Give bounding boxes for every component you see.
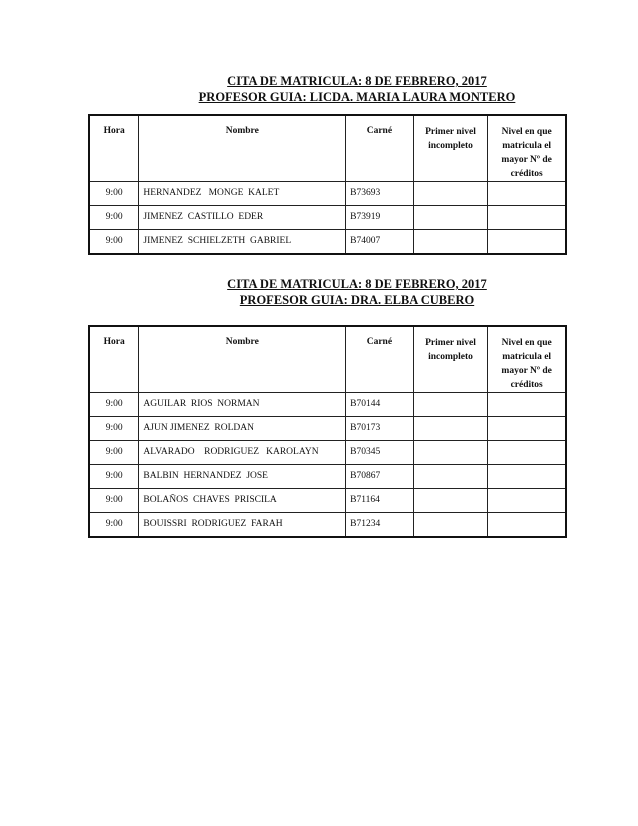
- cell-nombre: BOUISSRI RODRIGUEZ FARAH: [139, 513, 346, 538]
- cell-nombre: JIMENEZ CASTILLO EDER: [139, 206, 346, 230]
- column-header-nombre: Nombre: [139, 115, 346, 182]
- table-row: [89, 441, 566, 465]
- cell-primer-nivel: [413, 182, 488, 206]
- column-header-nivel: Nivel en que matricula el mayor Nº de créditos: [488, 115, 566, 182]
- cell-nivel: [488, 417, 566, 441]
- cell-primer-nivel: [413, 441, 488, 465]
- cell-nombre: AJUN JIMENEZ ROLDAN: [139, 417, 346, 441]
- cell-nivel: [488, 489, 566, 513]
- column-header-carne: Carné: [346, 326, 414, 393]
- cell-nivel: [488, 206, 566, 230]
- column-header-hora: Hora: [89, 326, 139, 393]
- cell-hora: 9:00: [89, 230, 139, 255]
- cell-nivel: [488, 230, 566, 255]
- table-row: [89, 513, 566, 538]
- cell-nombre: ALVARADO RODRIGUEZ KAROLAYN: [139, 441, 346, 465]
- section-1-title: CITA DE MATRICULA: 8 DE FEBRERO, 2017: [227, 74, 487, 88]
- table-row: [89, 465, 566, 489]
- cell-carne: B73919: [346, 206, 414, 230]
- cell-carne: B70345: [346, 441, 414, 465]
- cell-nivel: [488, 441, 566, 465]
- section-1-header: [38, 73, 638, 105]
- cell-hora: 9:00: [89, 417, 139, 441]
- cell-primer-nivel: [413, 489, 488, 513]
- cell-nivel: [488, 465, 566, 489]
- table-row: [89, 230, 566, 255]
- column-header-nivel: Nivel en que matricula el mayor Nº de créditos: [488, 326, 566, 393]
- table-row: [89, 206, 566, 230]
- cell-nivel: [488, 513, 566, 538]
- cell-carne: B70173: [346, 417, 414, 441]
- cell-nivel: [488, 182, 566, 206]
- cell-hora: 9:00: [89, 206, 139, 230]
- column-header-nombre: Nombre: [139, 326, 346, 393]
- column-header-hora: Hora: [89, 115, 139, 182]
- cell-hora: 9:00: [89, 441, 139, 465]
- cell-primer-nivel: [413, 417, 488, 441]
- cell-carne: B74007: [346, 230, 414, 255]
- cell-hora: 9:00: [89, 182, 139, 206]
- cell-nombre: BOLAÑOS CHAVES PRISCILA: [139, 489, 346, 513]
- cell-nombre: BALBIN HERNANDEZ JOSE: [139, 465, 346, 489]
- section-2-header: [38, 276, 638, 308]
- section-2-title: CITA DE MATRICULA: 8 DE FEBRERO, 2017: [227, 277, 487, 291]
- column-header-primer-nivel: Primer nivel incompleto: [413, 326, 488, 393]
- cell-nombre: AGUILAR RIOS NORMAN: [139, 393, 346, 417]
- cell-carne: B70144: [346, 393, 414, 417]
- cell-primer-nivel: [413, 230, 488, 255]
- cell-hora: 9:00: [89, 393, 139, 417]
- cell-primer-nivel: [413, 465, 488, 489]
- column-header-carne: Carné: [346, 115, 414, 182]
- column-header-primer-nivel: Primer nivel incompleto: [413, 115, 488, 182]
- cell-carne: B71234: [346, 513, 414, 538]
- cell-primer-nivel: [413, 206, 488, 230]
- cell-hora: 9:00: [89, 513, 139, 538]
- table-row: [89, 489, 566, 513]
- table-header-row: [89, 326, 566, 393]
- section-1-table: [88, 114, 567, 255]
- cell-hora: 9:00: [89, 489, 139, 513]
- cell-carne: B70867: [346, 465, 414, 489]
- cell-nombre: JIMENEZ SCHIELZETH GABRIEL: [139, 230, 346, 255]
- cell-carne: B73693: [346, 182, 414, 206]
- cell-nivel: [488, 393, 566, 417]
- section-2-table: [88, 325, 567, 538]
- cell-primer-nivel: [413, 513, 488, 538]
- cell-nombre: HERNANDEZ MONGE KALET: [139, 182, 346, 206]
- cell-hora: 9:00: [89, 465, 139, 489]
- table-row: [89, 417, 566, 441]
- section-2-profesor: PROFESOR GUIA: DRA. ELBA CUBERO: [239, 293, 475, 307]
- cell-primer-nivel: [413, 393, 488, 417]
- table-header-row: [89, 115, 566, 182]
- cell-carne: B71164: [346, 489, 414, 513]
- table-row: [89, 182, 566, 206]
- section-1-profesor: PROFESOR GUIA: LICDA. MARIA LAURA MONTERO: [198, 90, 516, 104]
- table-row: [89, 393, 566, 417]
